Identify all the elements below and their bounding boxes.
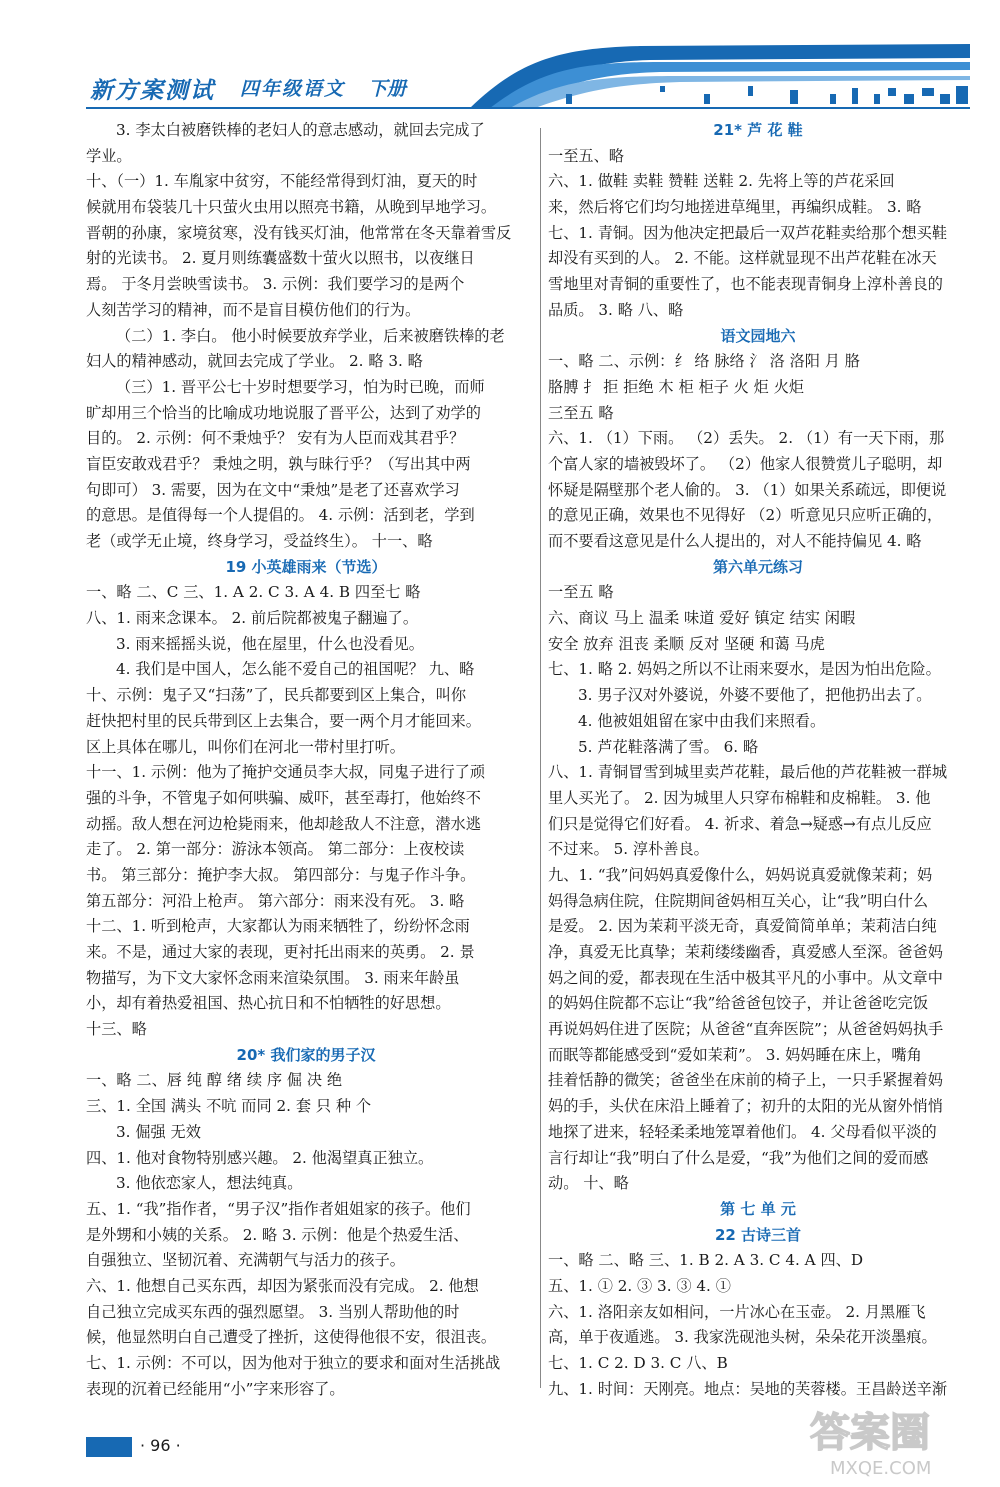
- answer-line: 的妈妈住院都不忘让“我”给爸爸包饺子，并让爸爸吃完饭: [548, 994, 929, 1013]
- answer-line: 而不要看这意见是什么人提出的，对人不能持偏见 4. 略: [548, 532, 922, 550]
- volume-label: 下册: [368, 78, 407, 100]
- answer-line: 高，单于夜遁逃。 3. 我家洗砚池头树，朵朵花开淡墨痕。: [548, 1328, 937, 1347]
- answer-line: 一至五、略: [548, 146, 624, 165]
- answer-line: 3. 李太白被磨铁棒的老妇人的意志感动，就回去完成了: [116, 121, 485, 139]
- answer-line: 十二、1. 听到枪声，大家都认为雨来牺牲了，纷纷怀念雨: [86, 917, 470, 936]
- answer-line: 八、1. 青铜冒雪到城里卖芦花鞋，最后他的芦花鞋被一群城: [548, 763, 948, 782]
- answer-line: （三）1. 晋平公七十岁时想要学习，怕为时已晚，而师: [116, 377, 485, 396]
- answer-line: 书。 第三部分：掩护李大叔。 第四部分：与鬼子作斗争。: [86, 865, 476, 884]
- answer-line: 十、（一）1. 车胤家中贫穷，不能经常得到灯油，夏天的时: [86, 172, 478, 191]
- answer-line: 一至五 略: [548, 583, 614, 602]
- answer-line: 小，却有着热爱祖国、热心抗日和不怕牺牲的好思想。: [86, 994, 451, 1013]
- answer-line: 七、1. 示例：不可以，因为他对于独立的要求和面对生活挑战: [86, 1354, 501, 1372]
- section-heading: 第 七 单 元: [720, 1199, 796, 1218]
- answer-line: 一、略 二、略 三、1. B 2. A 3. C 4. A 四、D: [548, 1251, 864, 1270]
- answer-line: 九、1. 时间：天刚亮。地点：吴地的芙蓉楼。王昌龄送辛渐: [548, 1379, 948, 1398]
- section-heading: 21* 芦 花 鞋: [713, 121, 803, 139]
- answer-line: 来。不是，通过大家的表现，更衬托出雨来的英勇。 2. 景: [86, 943, 475, 961]
- answer-line: 七、1. C 2. D 3. C 八、B: [548, 1354, 728, 1372]
- subject-label: 四年级语文: [240, 78, 346, 100]
- answer-line: 六、1. 洛阳亲友如相问，一片冰心在玉壶。 2. 月黑雁飞: [548, 1302, 926, 1321]
- answer-line: 十、示例：鬼子又“扫荡”了，民兵都要到区上集合，叫你: [86, 686, 467, 705]
- page-number-bar: [86, 1437, 132, 1457]
- answer-line: 3. 男子汉对外婆说，外婆不要他了，把他扔出去了。: [578, 686, 932, 705]
- answer-line: 区上具体在哪儿，叫你们在河北一带村里打听。: [86, 737, 405, 756]
- answer-line: 是外甥和小姨的关系。 2. 略 3. 示例：他是个热爱生活、: [86, 1225, 469, 1244]
- answer-line: 盲臣安敢戏君乎？ 秉烛之明，孰与昧行乎？（写出其中两: [86, 454, 471, 473]
- answer-line: 候就用布袋装几十只萤火虫用以照亮书籍，从晚到早地学习。: [86, 198, 497, 217]
- answer-line: 五、1. “我”指作者，“男子汉”指作者姐姐家的孩子。他们: [86, 1199, 471, 1218]
- answer-line: 焉。 于冬月尝映雪读书。 3. 示例：我们要学习的是两个: [86, 275, 465, 294]
- page-header: [0, 0, 1000, 112]
- answer-line: 人刻苦学习的精神，而不是盲目模仿他们的行为。: [86, 300, 421, 319]
- answer-line: 地探了进来，轻轻柔柔地笼罩着他们。 4. 父母看似平淡的: [548, 1122, 937, 1141]
- answer-line: 3. 他依恋家人，想法纯真。: [116, 1174, 303, 1193]
- answer-line: 却没有买到的人。 2. 不能。这样就显现不出芦花鞋在冰天: [548, 249, 937, 268]
- answer-line: 八、1. 雨来念课本。 2. 前后院都被鬼子翻遍了。: [86, 609, 419, 628]
- answer-line: 三至五 略: [548, 403, 614, 422]
- answer-line: 四、1. 他对食物特别感兴趣。 2. 他渴望真正独立。: [86, 1148, 434, 1167]
- answer-line: 十三、略: [86, 1020, 147, 1039]
- answer-line: 表现的沉着已经能用“小”字来形容了。: [86, 1379, 345, 1398]
- answer-line: 的意思。是值得每一个人提倡的。 4. 示例：活到老，学到: [86, 506, 475, 525]
- answer-line: 一、略 二、C 三、1. A 2. C 3. A 4. B 四至七 略: [86, 583, 421, 602]
- answer-line: 十一、1. 示例：他为了掩护交通员李大叔，同鬼子进行了顽: [86, 763, 486, 782]
- answer-line: 六、1. 做鞋 卖鞋 赞鞋 送鞋 2. 先将上等的芦花采回: [548, 172, 895, 191]
- answer-line: 晋朝的孙康，家境贫寒，没有钱买灯油，他常常在冬天靠着雪反: [86, 223, 512, 242]
- answer-line: 一、略 二、示例：纟 络 脉络 氵 洛 洛阳 月 胳: [548, 352, 860, 371]
- answer-line: 里人买光了。 2. 因为城里人只穿布棉鞋和皮棉鞋。 3. 他: [548, 788, 931, 807]
- answer-line: 4. 他被姐姐留在家中由我们来照看。: [578, 711, 826, 730]
- answer-line: 五、1. ① 2. ③ 3. ③ 4. ①: [548, 1276, 731, 1295]
- answer-line: 再说妈妈住进了医院；从爸爸“直奔医院”；从爸爸妈妈执手: [548, 1020, 944, 1039]
- answer-line: 是爱。 2. 因为茉莉平淡无奇，真爱简简单单；茉莉洁白纯: [548, 917, 937, 936]
- answer-line: 言行却让“我”明白了什么是爱，“我”为他们之间的爱而感: [548, 1148, 929, 1167]
- answer-line: 七、1. 略 2. 妈妈之所以不让雨来耍水，是因为怕出危险。: [548, 660, 941, 679]
- answer-line: 妈的手，头伏在床沿上睡着了；初升的太阳的光从窗外悄悄: [548, 1097, 943, 1116]
- answer-line: 第五部分：河沿上枪声。 第六部分：雨来没有死。 3. 略: [86, 891, 465, 910]
- answer-line: 自己独立完成买东西的强烈愿望。 3. 当别人帮助他的时: [86, 1302, 460, 1321]
- section-heading: 19 小英雄雨来（节选）: [225, 557, 387, 576]
- section-heading: 20* 我们家的男子汉: [236, 1045, 376, 1064]
- answer-line: 动。 十、略: [548, 1174, 629, 1193]
- answer-line: 老（或学无止境，终身学习，受益终生）。 十一、略: [86, 532, 433, 550]
- answer-line: 来，然后将它们均匀地搓进草绳里，再编织成鞋。 3. 略: [548, 198, 922, 217]
- answer-line: 而眠等都能感受到“爱如茉莉”。 3. 妈妈睡在床上，嘴角: [548, 1045, 922, 1064]
- answer-line: 物描写，为下文大家怀念雨来渲染氛围。 3. 雨来年龄虽: [86, 968, 460, 987]
- watermark-logo: [800, 1400, 970, 1480]
- answer-line: 旷却用三个恰当的比喻成功地说服了晋平公，达到了劝学的: [86, 403, 481, 422]
- answer-line: 们只是觉得它们好看。 4. 祈求、着急→疑惑→有点儿反应: [548, 814, 932, 833]
- section-heading: 第六单元练习: [712, 557, 803, 576]
- answer-line: 的意见正确，效果也不见得好 （2）听意见只应听正确的，: [548, 506, 943, 525]
- section-heading: 语文园地六: [720, 326, 796, 345]
- answer-line: 射的光读书。 2. 夏月则练囊盛数十萤火以照书，以夜继日: [86, 249, 475, 268]
- answer-line: 3. 雨来摇摇头说，他在屋里，什么也没看见。: [116, 634, 424, 653]
- answer-line: 雪地里对青铜的重要性了，也不能表现青铜身上淳朴善良的: [548, 275, 943, 294]
- answer-line: 自强独立、坚韧沉着、充满朝气与活力的孩子。: [86, 1251, 405, 1270]
- answer-line: 六、商议 马上 温柔 味道 爱好 镇定 结实 闲暇: [548, 609, 856, 628]
- answer-line: 走了。 2. 第一部分：游泳本领高。 第二部分：上夜校读: [86, 840, 465, 859]
- answer-line: 三、1. 全国 满头 不吭 而同 2. 套 只 种 个: [86, 1097, 372, 1116]
- answer-line: 不过来。 5. 淳朴善良。: [548, 840, 709, 859]
- right-column: [548, 118, 968, 1402]
- answer-line: 六、1. 他想自己买东西，却因为紧张而没有完成。 2. 他想: [86, 1276, 479, 1295]
- answer-line: 一、略 二、唇 纯 醇 绪 续 序 倔 决 绝: [86, 1071, 343, 1090]
- answer-line: （二）1. 李白。 他小时候要放弃学业，后来被磨铁棒的老: [116, 326, 505, 345]
- answer-line: 妈之间的爱，都表现在生活中极其平凡的小事中。从文章中: [548, 968, 943, 987]
- answer-line: 个富人家的墙被毁坏了。 （2）他家人很赞赏儿子聪明，却: [548, 454, 943, 473]
- answer-line: 妈得急病住院，住院期间爸妈相互关心，让“我”明白什么: [548, 891, 929, 910]
- answer-line: 九、1. “我”问妈妈真爱像什么，妈妈说真爱就像茉莉；妈: [548, 865, 933, 884]
- answer-line: 动摇。敌人想在河边枪毙雨来，他却趁敌人不注意，潜水逃: [86, 814, 481, 833]
- answer-line: 挂着恬静的微笑；爸爸坐在床前的椅子上，一只手紧握着妈: [548, 1071, 943, 1090]
- answer-line: 七、1. 青铜。因为他决定把最后一双芦花鞋卖给那个想买鞋: [548, 223, 948, 242]
- brand-title: 新方案测试: [90, 77, 215, 104]
- answer-line: 句即可） 3. 需要，因为在文中“秉烛”是老了还喜欢学习: [86, 480, 460, 499]
- answer-line: 六、1. （1）下雨。 （2）丢失。 2. （1）有一天下雨，那: [548, 429, 945, 448]
- answer-line: 妇人的精神感动，就回去完成了学业。 2. 略 3. 略: [86, 352, 423, 371]
- svg-text:MXQE.COM: MXQE.COM: [830, 1458, 932, 1479]
- svg-text:答案圈: 答案圈: [810, 1410, 930, 1456]
- answer-line: 赶快把村里的民兵带到区上去集合，要一两个月才能回来。: [86, 711, 481, 730]
- answer-line: 胳膊 扌 拒 拒绝 木 柜 柜子 火 炬 火炬: [548, 377, 805, 396]
- answer-line: 品质。 3. 略 八、略: [548, 300, 684, 319]
- answer-line: 候，他显然明白自己遭受了挫折，这使得他很不安，很沮丧。: [86, 1328, 497, 1347]
- answer-line: 5. 芦花鞋落满了雪。 6. 略: [578, 737, 759, 756]
- column-divider: [540, 128, 541, 1388]
- answer-line: 目的。 2. 示例：何不秉烛乎？ 安有为人臣而戏其君乎？: [86, 429, 465, 448]
- answer-line: 4. 我们是中国人，怎么能不爱自己的祖国呢？ 九、略: [116, 660, 475, 679]
- page-number: · 96 ·: [140, 1436, 181, 1455]
- answer-line: 安全 放弃 沮丧 柔顺 反对 坚硬 和蔼 马虎: [548, 634, 825, 653]
- answer-line: 学业。: [86, 146, 132, 165]
- answer-line: 怀疑是隔壁那个老人偷的。 3. （1）如果关系疏远，即便说: [548, 480, 947, 499]
- left-column: [86, 118, 526, 1402]
- answer-line: 3. 倔强 无效: [116, 1122, 201, 1141]
- answer-line: 强的斗争，不管鬼子如何哄骗、威吓，甚至毒打，他始终不: [86, 788, 481, 807]
- answer-line: 净，真爱无比真挚；茉莉缕缕幽香，真爱感人至深。爸爸妈: [548, 943, 943, 961]
- section-heading: 22 古诗三首: [714, 1225, 802, 1244]
